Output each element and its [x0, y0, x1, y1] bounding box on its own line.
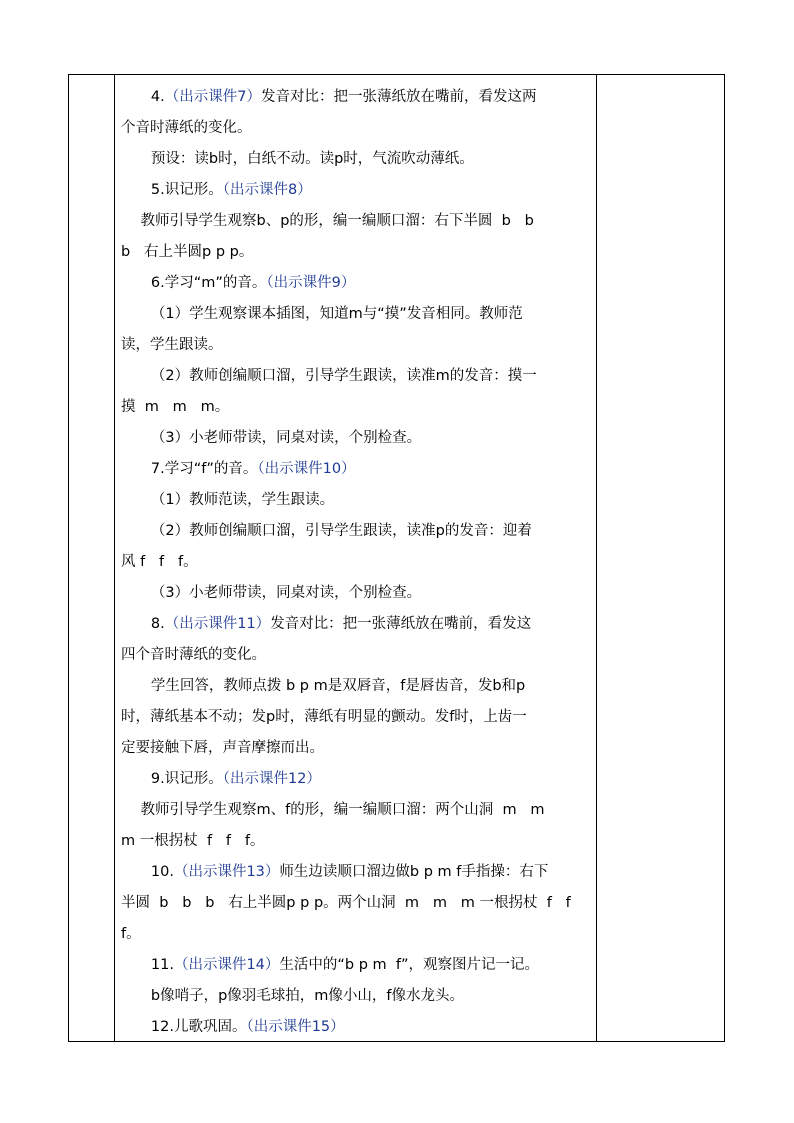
lesson-text: 读，学生跟读。 — [121, 337, 223, 353]
lesson-text: 半圆 b b b 右上半圆p p p。两个山洞 m m m 一根拐杖 f f — [121, 895, 571, 911]
courseware-reference: （出示课件11） — [164, 616, 271, 632]
lesson-text-line — [151, 150, 474, 168]
lesson-text: 发音对比：把一张薄纸放在嘴前，看发这两 — [260, 89, 537, 105]
lesson-text: 生活中的“b p m f”，观察图片记一记。 — [279, 957, 540, 973]
lesson-text-line — [151, 88, 537, 106]
courseware-reference: （出示课件13） — [173, 864, 280, 880]
lesson-text: 预设：读b时，白纸不动。读p时，气流吹动薄纸。 — [150, 151, 474, 167]
lesson-text: 教师引导学生观察b、p的形，编一编顺口溜：右下半圆 b b — [140, 213, 534, 229]
lesson-text-line — [151, 305, 523, 323]
lesson-text: （3）小老师带读，同桌对读，个别检查。 — [150, 585, 422, 601]
lesson-text: 风 f f f。 — [121, 554, 198, 570]
lesson-text: 定要接触下唇，声音摩擦而出。 — [121, 740, 324, 756]
lesson-text: 教师引导学生观察m、f的形，编一编顺口溜：两个山洞 m m — [140, 802, 545, 818]
lesson-text: 9.识记形。 — [150, 771, 223, 787]
lesson-text: 8. — [150, 616, 165, 632]
lesson-text-line — [151, 491, 334, 509]
lesson-text-line — [141, 801, 545, 819]
lesson-text-line — [151, 460, 356, 478]
lesson-text: 师生边读顺口溜边做b p m f手指操：右下 — [279, 864, 549, 880]
lesson-text-line — [121, 119, 252, 137]
courseware-reference: （出示课件9） — [266, 275, 356, 291]
lesson-text: 摸 m m m。 — [121, 399, 230, 415]
lesson-text-line — [151, 770, 321, 788]
lesson-text: 发音对比：把一张薄纸放在嘴前，看发这 — [270, 616, 532, 632]
lesson-text-line — [121, 398, 229, 416]
lesson-text: （2）教师创编顺口溜，引导学生跟读，读准p的发音：迎着 — [150, 523, 532, 539]
lesson-text-line — [151, 274, 355, 292]
lesson-text-line — [151, 367, 537, 385]
lesson-text-line — [151, 1018, 345, 1036]
lesson-text: （1）学生观察课本插图，知道m与“摸”发音相同。教师范 — [150, 306, 523, 322]
lesson-text: b 右上半圆p p p。 — [121, 244, 254, 260]
lesson-text: 4. — [150, 89, 165, 105]
lesson-text-line — [151, 956, 539, 974]
lesson-text-line — [121, 832, 264, 850]
lesson-text: 11. — [150, 957, 174, 973]
lesson-text: 6.学习“m”的音。 — [150, 275, 267, 291]
courseware-reference: （出示课件7） — [164, 89, 261, 105]
lesson-text: 7.学习“f”的音。 — [150, 461, 258, 477]
lesson-text-line — [151, 181, 312, 199]
lesson-text: 时，薄纸基本不动；发p时，薄纸有明显的颤动。发f时，上齿一 — [121, 709, 527, 725]
column-divider — [596, 75, 597, 1041]
lesson-text: f。 — [121, 926, 141, 942]
lesson-text-line — [151, 429, 421, 447]
lesson-text-line — [121, 739, 324, 757]
courseware-reference: （出示课件12） — [222, 771, 321, 787]
courseware-reference: （出示课件8） — [222, 182, 312, 198]
lesson-text-line — [141, 212, 534, 230]
lesson-text: b像哨子，p像羽毛球拍，m像小山，f像水龙头。 — [150, 988, 465, 1004]
lesson-text-line — [121, 336, 223, 354]
lesson-text-line — [151, 522, 532, 540]
lesson-text: （1）教师范读，学生跟读。 — [150, 492, 335, 508]
lesson-text: m 一根拐杖 f f f。 — [121, 833, 265, 849]
lesson-text: 学生回答，教师点拨 b p m是双唇音，f是唇齿音，发b和p — [150, 678, 526, 694]
lesson-table — [68, 74, 725, 1042]
lesson-text-line — [121, 708, 527, 726]
lesson-text-line — [151, 987, 464, 1005]
lesson-text-line — [121, 243, 253, 261]
lesson-text: （2）教师创编顺口溜，引导学生跟读，读准m的发音：摸一 — [150, 368, 537, 384]
lesson-text-line — [121, 646, 266, 664]
lesson-text: （3）小老师带读，同桌对读，个别检查。 — [150, 430, 422, 446]
lesson-text: 12.儿歌巩固。 — [150, 1019, 247, 1035]
lesson-text: 10. — [150, 864, 174, 880]
courseware-reference: （出示课件15） — [246, 1019, 345, 1035]
courseware-reference: （出示课件10） — [257, 461, 356, 477]
lesson-text: 5.识记形。 — [150, 182, 223, 198]
lesson-text-line — [151, 584, 421, 602]
courseware-reference: （出示课件14） — [173, 957, 280, 973]
lesson-text: 四个音时薄纸的变化。 — [121, 647, 266, 663]
lesson-text-line — [121, 925, 141, 943]
column-divider — [114, 75, 115, 1041]
lesson-text: 个音时薄纸的变化。 — [121, 120, 252, 136]
lesson-text-line — [151, 615, 531, 633]
lesson-text-line — [151, 863, 548, 881]
lesson-text-line — [151, 677, 525, 695]
lesson-text-line — [121, 553, 198, 571]
lesson-text-line — [121, 894, 571, 912]
